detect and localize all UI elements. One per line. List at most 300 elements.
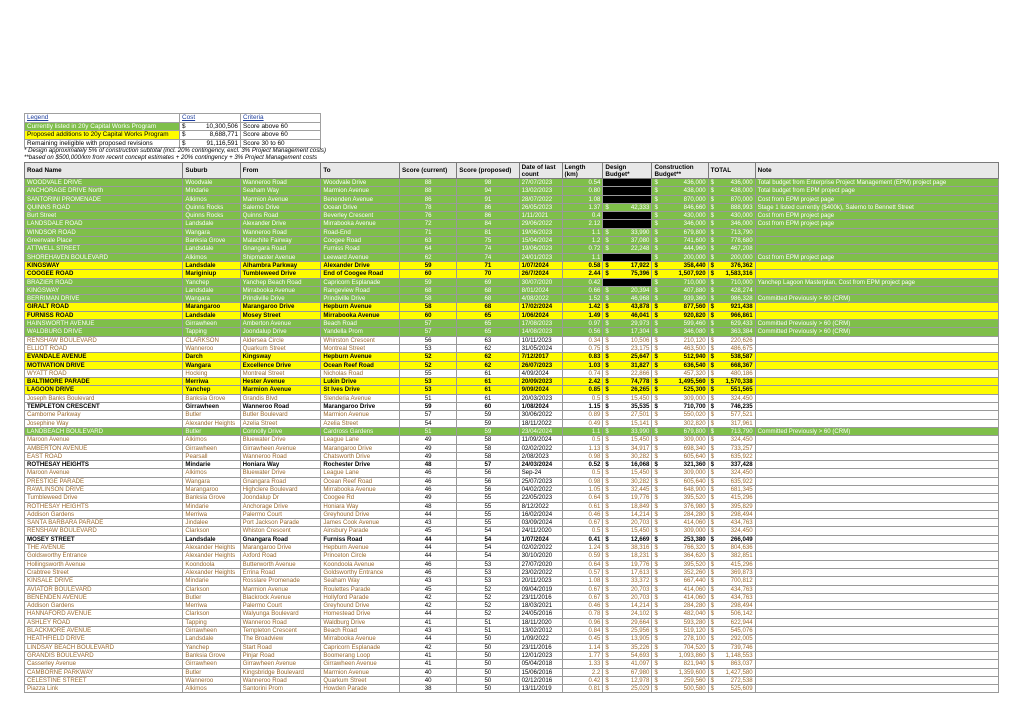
note: Stage 1 listed currently ($400k), Salerno to Bennett Street [755, 203, 998, 211]
col-date-last-count[interactable]: Date of last count [519, 163, 562, 179]
construction-budget: $ 679,800 [652, 228, 708, 236]
length-km: 0.46 [562, 602, 603, 610]
construction-budget-value: 741,600 [683, 237, 706, 245]
to: Mirrabooka Avenue [321, 635, 400, 643]
score-proposed: 54 [457, 552, 519, 560]
score-current: 56 [400, 336, 457, 344]
construction-budget-value: 278,100 [683, 635, 706, 643]
score-current: 55 [400, 369, 457, 377]
design-budget: $ 30,282 [603, 477, 652, 485]
table-row[interactable] [25, 328, 999, 336]
score-proposed: 53 [457, 568, 519, 576]
length-km: 1.05 [562, 485, 603, 493]
from: Tumbleweed Drive [240, 270, 321, 278]
table-row[interactable] [25, 261, 999, 269]
design-budget: $ 74,778 [603, 378, 652, 386]
date-last-count: 15/04/2024 [519, 237, 562, 245]
table-row[interactable] [25, 394, 999, 402]
table-row[interactable] [25, 502, 999, 510]
total: $ 436,000 [708, 179, 755, 187]
design-budget-value: 25,956 [630, 627, 650, 635]
total-value: 317,961 [730, 419, 753, 427]
design-budget-value: 18,231 [630, 552, 650, 560]
score-current: 52 [400, 361, 457, 369]
to: Marmion Avenue [321, 411, 400, 419]
road-name: ROTHESAY HEIGHTS [25, 502, 183, 510]
design-budget-value: 22,248 [630, 245, 650, 253]
date-last-count: 23/04/2024 [519, 427, 562, 435]
note: Cost from EPM project page [755, 212, 998, 220]
date-last-count: 28/07/2022 [519, 195, 562, 203]
col-design-budget[interactable]: Design Budget* [603, 163, 652, 179]
total-value: 668,367 [730, 361, 753, 369]
date-last-count: 1/11/2021 [519, 212, 562, 220]
from: Alexander Drive [240, 220, 321, 228]
table-row[interactable] [25, 295, 999, 303]
construction-budget: $ 414,060 [652, 593, 708, 601]
construction-budget: $ 457,320 [652, 369, 708, 377]
col-total[interactable]: TOTAL [708, 163, 755, 179]
construction-budget-value: 414,060 [683, 593, 706, 601]
construction-budget: $ 636,540 [652, 361, 708, 369]
table-row[interactable] [25, 627, 999, 635]
table-row[interactable] [25, 187, 999, 195]
construction-budget: $ 302,820 [652, 419, 708, 427]
total-value: 438,000 [730, 187, 753, 195]
score-proposed: 52 [457, 585, 519, 593]
road-name: Crabtree Street [25, 568, 183, 576]
total-value: 415,296 [730, 560, 753, 568]
score-proposed: 65 [457, 320, 519, 328]
score-current: 44 [400, 635, 457, 643]
table-row[interactable] [25, 436, 999, 444]
date-last-count: 24/01/2023 [519, 253, 562, 261]
table-row[interactable] [25, 286, 999, 294]
road-name: WYATT ROAD [25, 369, 183, 377]
construction-budget-value: 364,620 [683, 552, 706, 560]
construction-budget: $ 605,640 [652, 452, 708, 460]
construction-budget: $ 500,580 [652, 685, 708, 693]
table-row[interactable] [25, 461, 999, 469]
design-budget: $ 46,041 [603, 311, 652, 319]
construction-budget: $ 346,080 [652, 328, 708, 336]
legend-cost-value: 91,116,591 [206, 139, 238, 147]
design-budget: $ 37,080 [603, 237, 652, 245]
construction-budget: $ 1,495,560 [652, 378, 708, 386]
to: Goldsworthy Entrance [321, 568, 400, 576]
to: Beverley Crescent [321, 212, 400, 220]
road-name: ATTWELL STREET [25, 245, 183, 253]
table-row[interactable] [25, 477, 999, 485]
total: $ 395,829 [708, 502, 755, 510]
score-current: 86 [400, 195, 457, 203]
table-row[interactable] [25, 660, 999, 668]
total-value: 395,829 [730, 502, 753, 510]
table-row[interactable] [25, 585, 999, 593]
col-road-name[interactable]: Road Name [25, 163, 183, 179]
table-row[interactable] [25, 270, 999, 278]
table-row[interactable] [25, 544, 999, 552]
design-budget-value: 20,703 [630, 519, 650, 527]
total: $ 966,861 [708, 311, 755, 319]
legend-cost: $ 8,688,771 [180, 131, 241, 140]
total: $ 733,257 [708, 444, 755, 452]
table-row[interactable] [25, 469, 999, 477]
legend-cost-value: 8,688,771 [209, 131, 238, 139]
score-proposed: 75 [457, 237, 519, 245]
construction-budget: $ 1,359,600 [652, 668, 708, 676]
length-km: 0.67 [562, 585, 603, 593]
table-row[interactable] [25, 336, 999, 344]
col-to[interactable]: To [321, 163, 400, 179]
table-row[interactable] [25, 403, 999, 411]
design-budget: $ 24,102 [603, 610, 652, 618]
col-from[interactable]: From [240, 163, 321, 179]
table-row[interactable] [25, 320, 999, 328]
note [755, 237, 998, 245]
from: Start Road [240, 643, 321, 651]
construction-budget-value: 710,000 [683, 278, 706, 286]
total: $ 363,384 [708, 328, 755, 336]
suburb: Clarkson [183, 610, 240, 618]
design-budget [603, 212, 652, 220]
note [755, 378, 998, 386]
legend-header-cell: Criteria [241, 114, 321, 123]
table-row[interactable] [25, 237, 999, 245]
length-km: 1.37 [562, 203, 603, 211]
design-budget-value: 24,102 [630, 610, 650, 618]
road-name: LANDSDALE ROAD [25, 220, 183, 228]
from: Marmion Avenue [240, 386, 321, 394]
total-value: 272,538 [730, 676, 753, 684]
from: Kingsway [240, 353, 321, 361]
legend-criteria: Score 30 to 60 [241, 139, 321, 148]
length-km: 0.5 [562, 436, 603, 444]
from: Marangaroo Drive [240, 303, 321, 311]
score-current: 46 [400, 469, 457, 477]
design-budget-value: 75,396 [630, 270, 650, 278]
construction-budget-value: 1,359,600 [678, 668, 706, 676]
table-row[interactable] [25, 685, 999, 693]
total-value: 622,944 [730, 618, 753, 626]
col-score-proposed[interactable]: Score (proposed) [457, 163, 519, 179]
total: $ 376,362 [708, 261, 755, 269]
to: Howden Parade [321, 685, 400, 693]
date-last-count: 16/02/2024 [519, 510, 562, 518]
date-last-count: 26/7/2024 [519, 270, 562, 278]
table-row[interactable] [25, 577, 999, 585]
road-name: KINSALE DRIVE [25, 577, 183, 585]
from: Prindiville Drive [240, 295, 321, 303]
design-budget: $ 15,450 [603, 436, 652, 444]
table-row[interactable] [25, 361, 999, 369]
table-row[interactable] [25, 485, 999, 493]
construction-budget: $ 482,040 [652, 610, 708, 618]
construction-budget: $ 309,000 [652, 527, 708, 535]
total-value: 538,587 [730, 353, 753, 361]
to: Seaham Way [321, 577, 400, 585]
table-row[interactable] [25, 552, 999, 560]
note [755, 685, 998, 693]
to: Mirrabooka Avenue [321, 220, 400, 228]
note [755, 593, 998, 601]
total: $ 298,494 [708, 602, 755, 610]
total: $ 1,427,580 [708, 668, 755, 676]
table-row[interactable] [25, 643, 999, 651]
design-budget: $ 67,980 [603, 668, 652, 676]
road-name: Addison Gardens [25, 510, 183, 518]
length-km: 0.75 [562, 344, 603, 352]
score-proposed: 62 [457, 361, 519, 369]
score-proposed: 81 [457, 228, 519, 236]
suburb: Girrawheen [183, 627, 240, 635]
date-last-count: 14/08/2023 [519, 328, 562, 336]
length-km: 0.98 [562, 477, 603, 485]
table-row[interactable] [25, 618, 999, 626]
design-budget: $ 29,664 [603, 618, 652, 626]
construction-budget-value: 210,120 [683, 336, 706, 344]
to: Capricorn Esplanade [321, 278, 400, 286]
date-last-count: 23/11/2016 [519, 643, 562, 651]
design-budget-value: 25,029 [630, 685, 650, 693]
legend-criteria: Score above 60 [241, 122, 321, 131]
total: $ 870,000 [708, 195, 755, 203]
design-budget-value: 27,501 [630, 411, 650, 419]
date-last-count: 30/10/2020 [519, 552, 562, 560]
table-row[interactable] [25, 353, 999, 361]
table-row[interactable] [25, 179, 999, 187]
design-budget-value: 29,664 [630, 618, 650, 626]
road-name: Greenvale Place [25, 237, 183, 245]
date-last-count: 20/03/2023 [519, 394, 562, 402]
table-row[interactable] [25, 212, 999, 220]
total: $ 434,763 [708, 519, 755, 527]
date-last-count: 26/07/2023 [519, 361, 562, 369]
table-row[interactable] [25, 369, 999, 377]
construction-budget: $ 667,440 [652, 577, 708, 585]
table-row[interactable] [25, 411, 999, 419]
date-last-count: 24/05/2016 [519, 610, 562, 618]
table-row[interactable] [25, 535, 999, 543]
table-row[interactable] [25, 676, 999, 684]
note [755, 585, 998, 593]
table-row[interactable] [25, 220, 999, 228]
score-current: 41 [400, 618, 457, 626]
total: $ 713,790 [708, 228, 755, 236]
date-last-count: 18/03/2021 [519, 602, 562, 610]
table-row[interactable] [25, 452, 999, 460]
design-budget-value: 20,703 [630, 593, 650, 601]
design-budget [603, 253, 652, 261]
from: Azelia Street [240, 419, 321, 427]
col-note[interactable]: Note [755, 163, 998, 179]
total-value: 870,000 [730, 195, 753, 203]
road-name: GIRALT ROAD [25, 303, 183, 311]
length-km: 0.5 [562, 469, 603, 477]
col-construction-budget[interactable]: Construction Budget** [652, 163, 708, 179]
to: Hepburn Avenue [321, 303, 400, 311]
table-row[interactable] [25, 195, 999, 203]
suburb: Hocking [183, 369, 240, 377]
from: Connolly Drive [240, 427, 321, 435]
score-current: 48 [400, 502, 457, 510]
design-budget-value: 35,226 [630, 643, 650, 651]
length-km: 0.56 [562, 328, 603, 336]
table-row[interactable] [25, 444, 999, 452]
score-proposed: 70 [457, 270, 519, 278]
to: Ocean Drive [321, 203, 400, 211]
design-budget: $ 20,703 [603, 593, 652, 601]
total-value: 324,450 [730, 394, 753, 402]
design-budget: $ 17,922 [603, 261, 652, 269]
design-budget-value: 20,394 [630, 286, 650, 294]
table-row[interactable] [25, 427, 999, 435]
table-row[interactable] [25, 494, 999, 502]
total: $ 272,538 [708, 676, 755, 684]
design-budget-value: 18,849 [630, 502, 650, 510]
score-proposed: 91 [457, 195, 519, 203]
table-row[interactable] [25, 668, 999, 676]
table-row[interactable] [25, 203, 999, 211]
to: Whinston Crescent [321, 336, 400, 344]
construction-budget-value: 302,820 [683, 419, 706, 427]
suburb: Butler [183, 668, 240, 676]
table-row[interactable] [25, 278, 999, 286]
suburb: Merriwa [183, 602, 240, 610]
score-proposed: 52 [457, 602, 519, 610]
score-proposed: 53 [457, 560, 519, 568]
score-current: 57 [400, 411, 457, 419]
design-budget: $ 22,248 [603, 245, 652, 253]
construction-budget-value: 920,820 [683, 311, 706, 319]
to: Furniss Road [321, 535, 400, 543]
suburb: Girrawheen [183, 403, 240, 411]
score-proposed: 55 [457, 502, 519, 510]
suburb: Girrawheen [183, 320, 240, 328]
construction-budget: $ 463,500 [652, 344, 708, 352]
to: End of Coogee Road [321, 270, 400, 278]
design-budget: $ 15,450 [603, 394, 652, 402]
construction-budget-value: 414,060 [683, 519, 706, 527]
construction-budget: $ 210,120 [652, 336, 708, 344]
from: Gnangara Road [240, 245, 321, 253]
legend-cost: $ 10,300,506 [180, 122, 241, 131]
design-budget: $ 32,445 [603, 485, 652, 493]
table-row[interactable] [25, 253, 999, 261]
to: Nicholas Road [321, 369, 400, 377]
construction-budget-value: 679,800 [683, 228, 706, 236]
suburb: Merriwa [183, 510, 240, 518]
note: Committed Previously > 60 (CRM) [755, 427, 998, 435]
road-name: LAGOON DRIVE [25, 386, 183, 394]
construction-budget-value: 414,060 [683, 585, 706, 593]
header-row [25, 163, 999, 179]
table-row[interactable] [25, 378, 999, 386]
construction-budget-value: 309,000 [683, 469, 706, 477]
table-row[interactable] [25, 245, 999, 253]
to: Quarkum Street [321, 676, 400, 684]
table-row[interactable] [25, 510, 999, 518]
table-row[interactable] [25, 303, 999, 311]
from: Marmion Avenue [240, 195, 321, 203]
legend-header-row [25, 114, 321, 123]
length-km: 0.57 [562, 568, 603, 576]
table-row[interactable] [25, 228, 999, 236]
note [755, 344, 998, 352]
score-current: 43 [400, 627, 457, 635]
total-value: 382,851 [730, 552, 753, 560]
total-value: 804,636 [730, 544, 753, 552]
score-current: 38 [400, 685, 457, 693]
total: $ 739,746 [708, 643, 755, 651]
col-suburb[interactable]: Suburb [183, 163, 240, 179]
score-proposed: 59 [457, 411, 519, 419]
table-row[interactable] [25, 560, 999, 568]
to: Road-End [321, 228, 400, 236]
road-name: Maroon Avenue [25, 469, 183, 477]
table-row[interactable] [25, 344, 999, 352]
road-name: KINGSWAY [25, 286, 183, 294]
design-budget-value: 15,141 [630, 419, 650, 427]
from: Blackrock Avenue [240, 593, 321, 601]
note [755, 452, 998, 460]
table-row[interactable] [25, 568, 999, 576]
legend-cost-value: 10,300,506 [206, 122, 238, 130]
table-row[interactable] [25, 386, 999, 394]
construction-budget: $ 704,520 [652, 643, 708, 651]
design-budget: $ 10,506 [603, 336, 652, 344]
length-km: 0.61 [562, 502, 603, 510]
note [755, 411, 998, 419]
table-row[interactable] [25, 651, 999, 659]
table-row[interactable] [25, 602, 999, 610]
from: Walyunga Boulevard [240, 610, 321, 618]
table-row[interactable] [25, 635, 999, 643]
table-row[interactable] [25, 311, 999, 319]
total: $ 986,328 [708, 295, 755, 303]
road-name: SANTA BARBARA PARADE [25, 519, 183, 527]
length-km: 0.45 [562, 635, 603, 643]
design-budget-value: 26,265 [630, 386, 650, 394]
length-km: 0.96 [562, 618, 603, 626]
total: $ 438,000 [708, 187, 755, 195]
table-row[interactable] [25, 527, 999, 535]
from: Montreal Street [240, 369, 321, 377]
construction-budget-value: 846,660 [683, 203, 706, 211]
table-row[interactable] [25, 593, 999, 601]
from: Wanneroo Road [240, 179, 321, 187]
footnote-construction: **based on $500,000/km from recent concept estimates + 20% contingency + 3% Project Management costs [24, 154, 318, 161]
table-row[interactable] [25, 519, 999, 527]
road-name: PRESTIGE PARADE [25, 477, 183, 485]
col-score-current[interactable]: Score (current) [400, 163, 457, 179]
total: $ 266,049 [708, 535, 755, 543]
to: St Ives Drive [321, 386, 400, 394]
table-row[interactable] [25, 610, 999, 618]
col-length[interactable]: Length (km) [562, 163, 603, 179]
table-row[interactable] [25, 419, 999, 427]
length-km: 0.85 [562, 386, 603, 394]
construction-budget: $ 438,000 [652, 187, 708, 195]
note [755, 336, 998, 344]
construction-budget-value: 395,520 [683, 560, 706, 568]
total-value: 486,675 [730, 344, 753, 352]
design-budget: $ 25,029 [603, 685, 652, 693]
total: $ 668,367 [708, 361, 755, 369]
date-last-count: 18/11/2020 [519, 618, 562, 626]
construction-budget-value: 253,380 [683, 535, 706, 543]
suburb: Jindalee [183, 519, 240, 527]
